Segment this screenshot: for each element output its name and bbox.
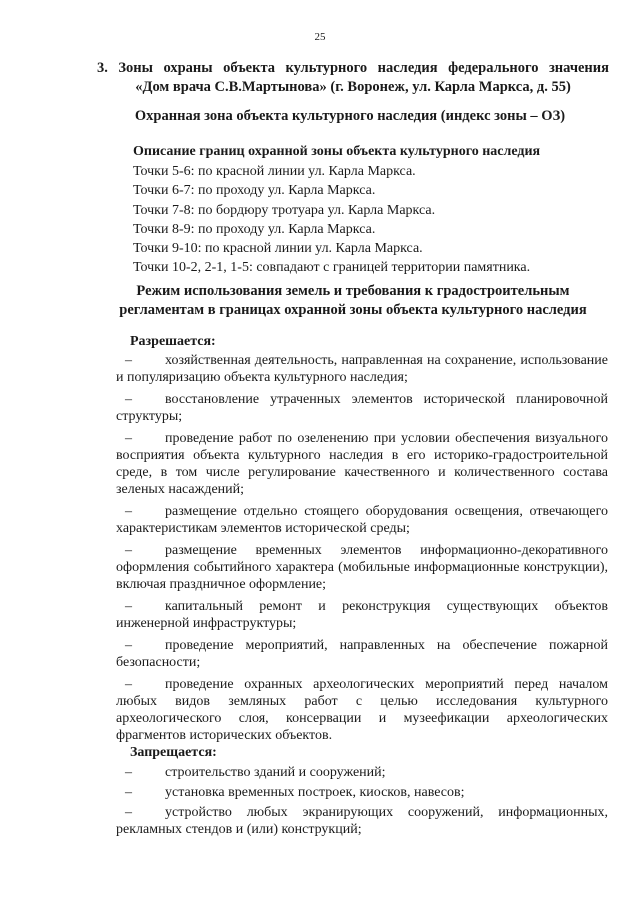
forbidden-item-text: строительство зданий и сооружений;	[165, 765, 386, 780]
regime-title	[97, 282, 609, 320]
dash-bullet: –	[125, 504, 132, 519]
regime-title-line-1: Режим использования земель и требования к градостроительным	[136, 283, 570, 299]
allowed-item	[116, 542, 608, 593]
forbidden-heading: Запрещается:	[130, 745, 217, 760]
dash-bullet: –	[125, 353, 132, 368]
boundary-points-list	[133, 162, 530, 278]
allowed-item-text: восстановление утраченных элементов исторической планировочной структуры;	[116, 392, 608, 424]
forbidden-item-text: установка временных построек, киосков, навесов;	[165, 785, 465, 800]
forbidden-item	[116, 784, 608, 801]
boundary-point: Точки 8-9: по проходу ул. Карла Маркса.	[133, 221, 376, 237]
allowed-item-text: размещение временных элементов информационно-декоративного оформления событийного характера (мобильные информационные конструкции), включая праздничное оформление;	[116, 543, 608, 592]
section-title-line-2: «Дом врача С.В.Мартынова» (г. Воронеж, ул. Карла Маркса, д. 55)	[135, 79, 571, 95]
allowed-item	[116, 637, 608, 671]
dash-bullet: –	[125, 599, 132, 614]
allowed-list	[116, 352, 608, 749]
allowed-item	[116, 503, 608, 537]
boundary-point: Точки 7-8: по бордюру тротуара ул. Карла Маркса.	[133, 202, 436, 218]
allowed-item-text: проведение работ по озеленению при условии обеспечения визуального восприятия объекта культурного наследия в его историко-градостроительной среде, в том числе регулирование качественного и количественного состава зеленых насаждений;	[116, 431, 608, 497]
dash-bullet: –	[125, 805, 132, 820]
dash-bullet: –	[125, 677, 132, 692]
dash-bullet: –	[125, 543, 132, 558]
allowed-item	[116, 430, 608, 498]
boundary-point: Точки 10-2, 2-1, 1-5: совпадают с границей территории памятника.	[133, 260, 531, 276]
allowed-item-text: капитальный ремонт и реконструкция существующих объектов инженерной инфраструктуры;	[116, 599, 608, 631]
allowed-item-text: хозяйственная деятельность, направленная на сохранение, использование и популяризацию объекта культурного наследия;	[116, 353, 608, 385]
boundary-point: Точки 6-7: по проходу ул. Карла Маркса.	[133, 183, 376, 199]
allowed-item	[116, 598, 608, 632]
forbidden-list	[116, 764, 608, 841]
section-title	[97, 59, 609, 97]
forbidden-item	[116, 804, 608, 838]
zone-title: Охранная зона объекта культурного наследия (индекс зоны – ОЗ)	[134, 108, 566, 124]
section-title-line-1: 3. Зоны охраны объекта культурного наследия федерального значения	[97, 60, 609, 76]
dash-bullet: –	[125, 785, 132, 800]
boundary-point: Точки 9-10: по красной линии ул. Карла Маркса.	[133, 241, 423, 257]
dash-bullet: –	[125, 392, 132, 407]
page-number: 25	[314, 31, 326, 43]
regime-title-line-2: регламентам в границах охранной зоны объекта культурного наследия	[119, 302, 587, 318]
allowed-item-text: проведение мероприятий, направленных на обеспечение пожарной безопасности;	[116, 638, 608, 670]
dash-bullet: –	[125, 765, 132, 780]
boundary-point: Точки 5-6: по красной линии ул. Карла Маркса.	[133, 164, 416, 179]
allowed-item-text: размещение отдельно стоящего оборудования освещения, отвечающего характеристикам элементов исторической среды;	[116, 504, 608, 536]
boundary-heading: Описание границ охранной зоны объекта культурного наследия	[133, 144, 541, 159]
dash-bullet: –	[125, 431, 132, 446]
allowed-item	[116, 352, 608, 386]
allowed-item	[116, 391, 608, 425]
allowed-heading: Разрешается:	[130, 334, 216, 349]
allowed-item	[116, 676, 608, 744]
forbidden-item-text: устройство любых экранирующих сооружений, информационных, рекламных стендов и (или) конструкций;	[116, 805, 608, 837]
allowed-item-text: проведение охранных археологических мероприятий перед началом любых видов земляных работ с целью исследования культурного археологического слоя, консервации и музеефикации археологических фрагментов исторических объектов.	[116, 677, 608, 743]
forbidden-item	[116, 764, 608, 781]
dash-bullet: –	[125, 638, 132, 653]
